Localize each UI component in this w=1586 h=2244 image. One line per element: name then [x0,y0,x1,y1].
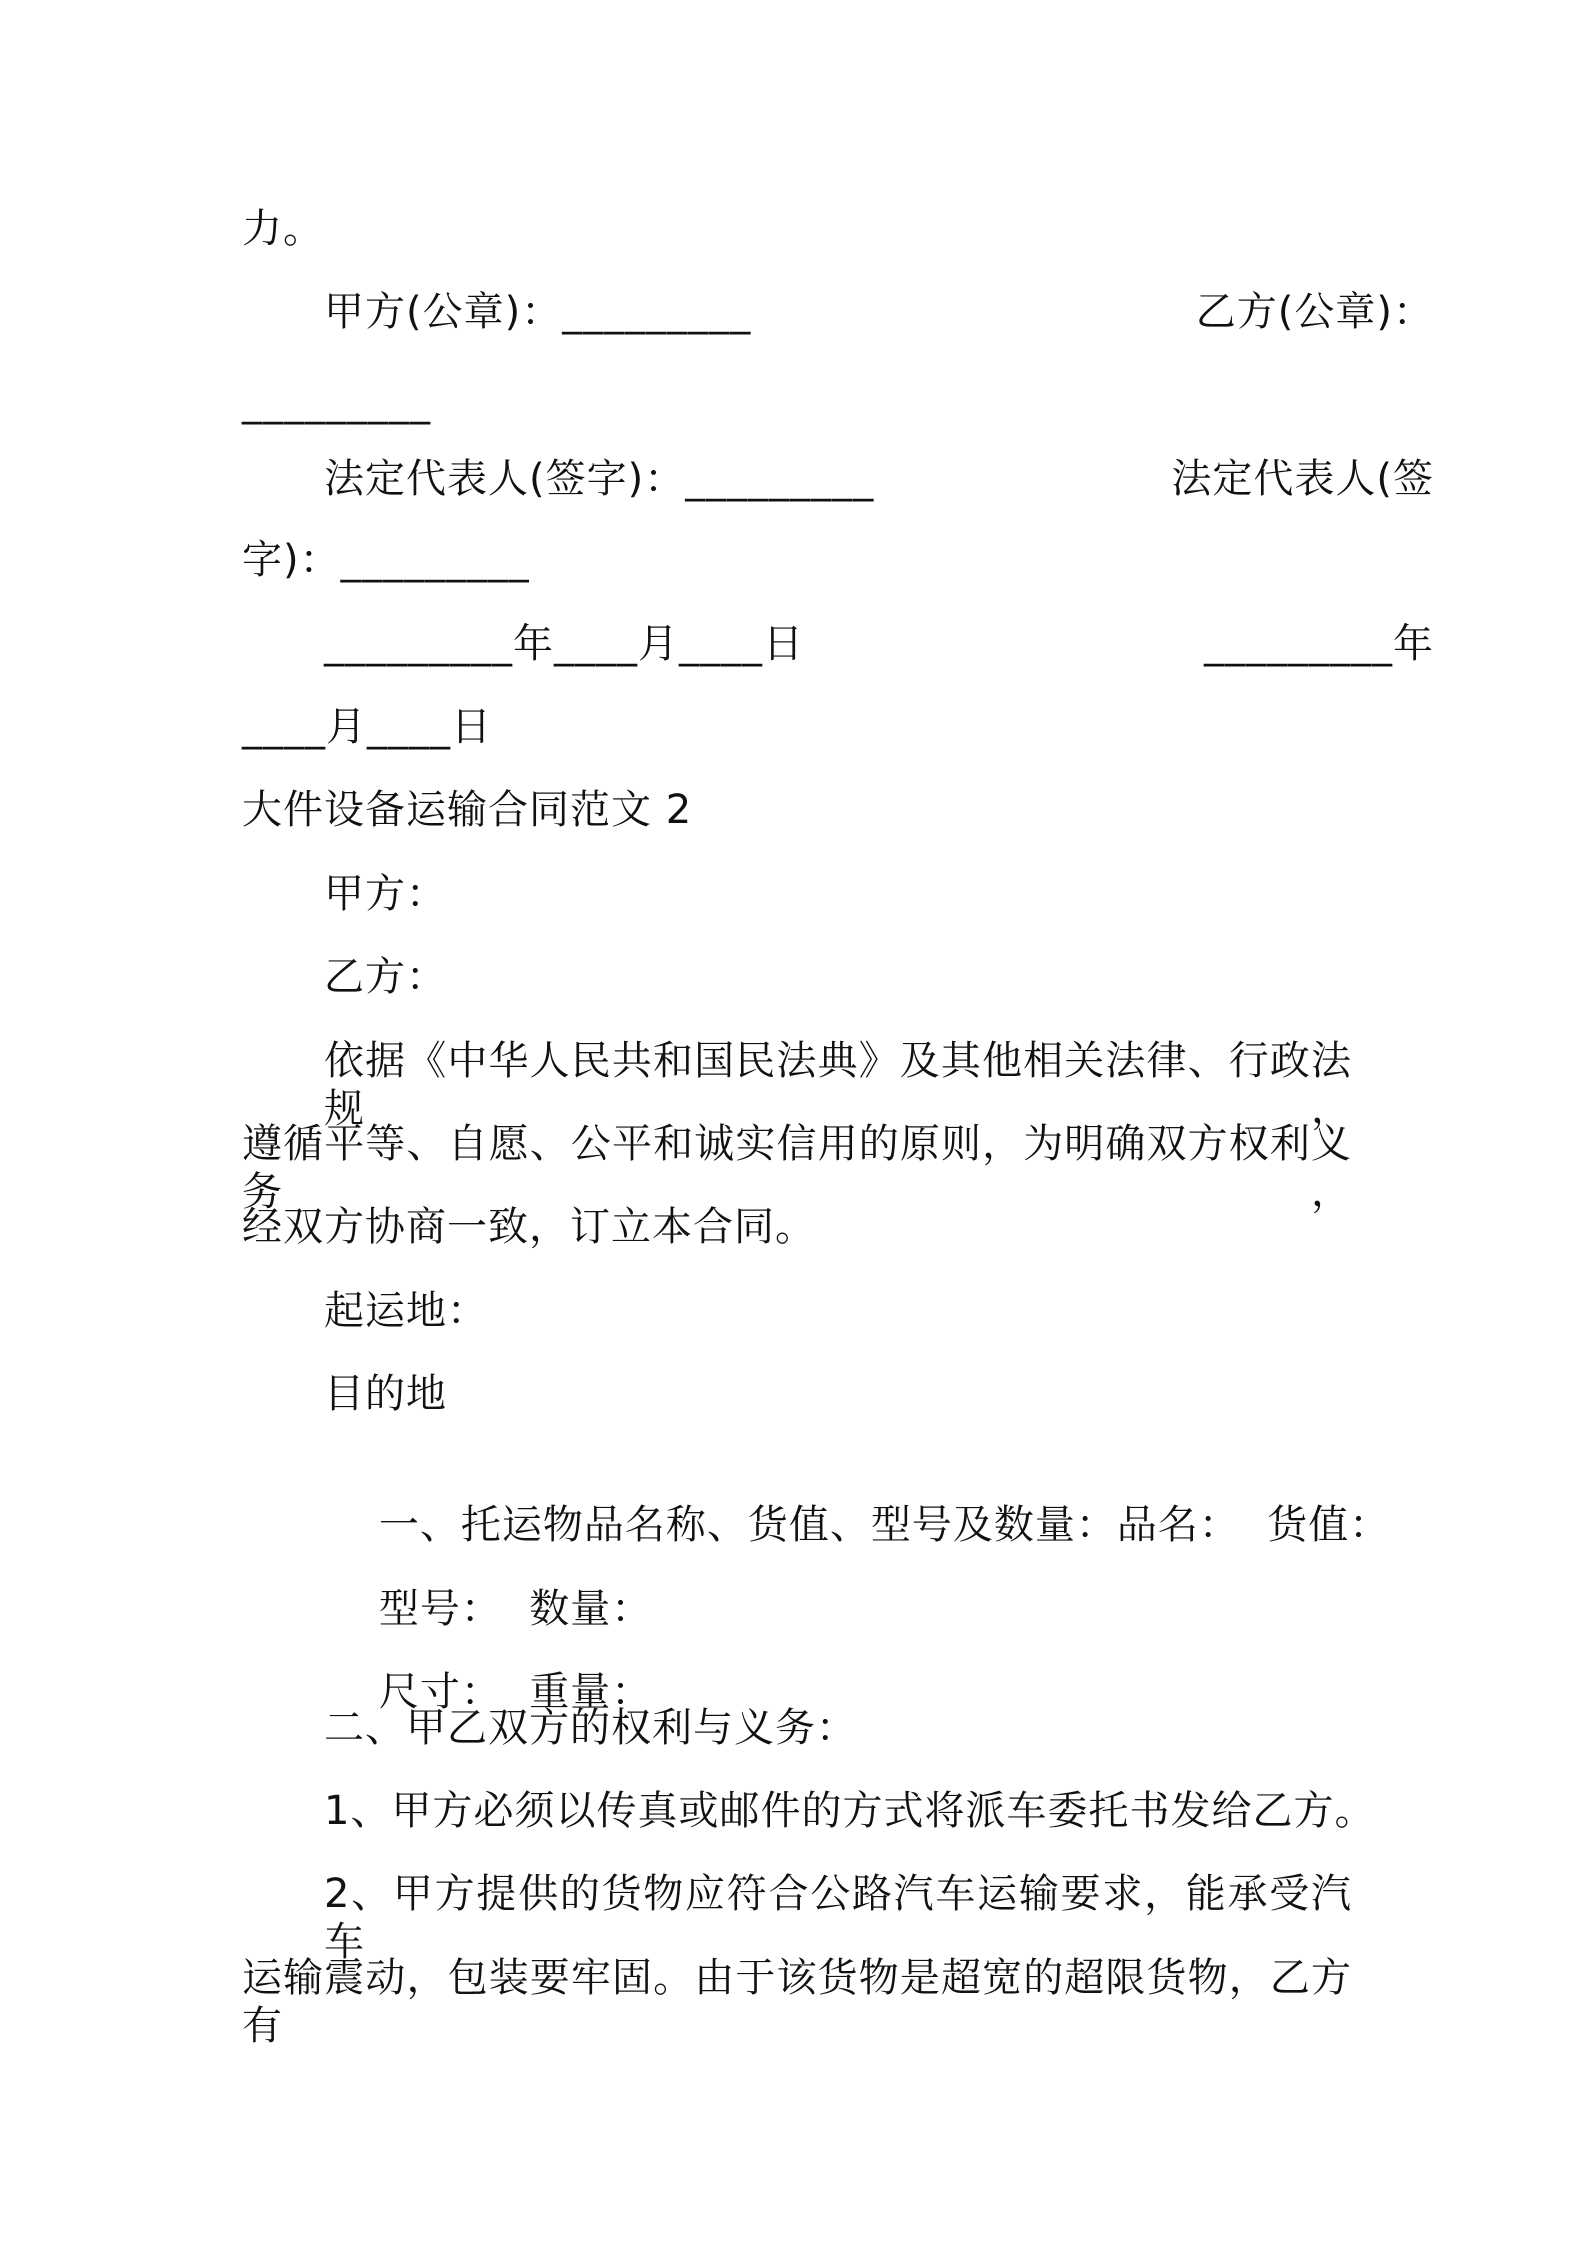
party-b-line [242,953,1434,1001]
paragraph-text: 运输震动，包装要牢固。由于该货物是超宽的超限货物，乙方有 [242,1955,1352,2049]
field-labels: 尺寸： 重量： [378,1669,653,1715]
item-2-line-2 [242,1954,1352,2050]
party-b-legal-rep-label: 法定代表人(签 [1171,456,1434,502]
party-b-label: 乙方： [324,954,447,1000]
party-a-seal-label: 甲方(公章)：_________ [324,289,752,335]
paragraph-text: 经双方协商一致，订立本合同。 [242,1204,816,1250]
section-title [242,786,1352,834]
preamble-line-2 [242,1120,1352,1216]
text-line [242,205,1352,253]
party-b-date: _________年 [1204,621,1434,667]
legal-rep-continuation [242,536,1352,584]
party-a-date: _________年____月____日 [324,621,804,667]
party-b-seal-label: 乙方(公章)： [1195,289,1434,335]
paragraph-text: 2、甲方提供的货物应符合公路汽车运输要求，能承受汽车 [324,1871,1352,1965]
date-continuation [242,703,1352,751]
destination-line [242,1370,1434,1418]
party-a-label: 甲方： [324,871,447,917]
clause-heading: 一、托运物品名称、货值、型号及数量：品名： 货值： [378,1502,1391,1548]
text-segment: ____月____日 [242,704,492,750]
legal-rep-line [242,455,1434,503]
party-a-line [242,870,1434,918]
party-a-seal-line [242,288,1434,336]
origin-line [242,1287,1434,1335]
party-b-seal-blank [242,378,1352,426]
date-line [242,620,1434,668]
paragraph-text: 遵循平等、自愿、公平和诚实信用的原则，为明确双方权利义务， [242,1121,1352,1215]
destination-label: 目的地 [324,1371,447,1417]
preamble-line-3 [242,1203,1352,1251]
clause-heading: 二、甲乙双方的权利与义务： [324,1705,857,1751]
clause-2-heading [242,1704,1434,1752]
text-segment: 字)：_________ [242,537,530,583]
origin-label: 起运地： [324,1288,488,1334]
party-a-legal-rep-label: 法定代表人(签字)：_________ [324,456,875,502]
paragraph-text: 1、甲方必须以传真或邮件的方式将派车委托书发给乙方。 [324,1788,1376,1834]
item-1-line [242,1787,1434,1835]
document-title: 大件设备运输合同范文 2 [242,787,693,833]
text-segment: 力。 [242,206,324,252]
blank-line-text: _________ [242,379,431,425]
item-2-line-1 [242,1870,1352,1966]
preamble-line-1 [242,1037,1352,1133]
paragraph-text: 依据《中华人民共和国民法典》及其他相关法律、行政法规， [324,1038,1352,1132]
field-labels: 型号： 数量： [378,1586,653,1632]
